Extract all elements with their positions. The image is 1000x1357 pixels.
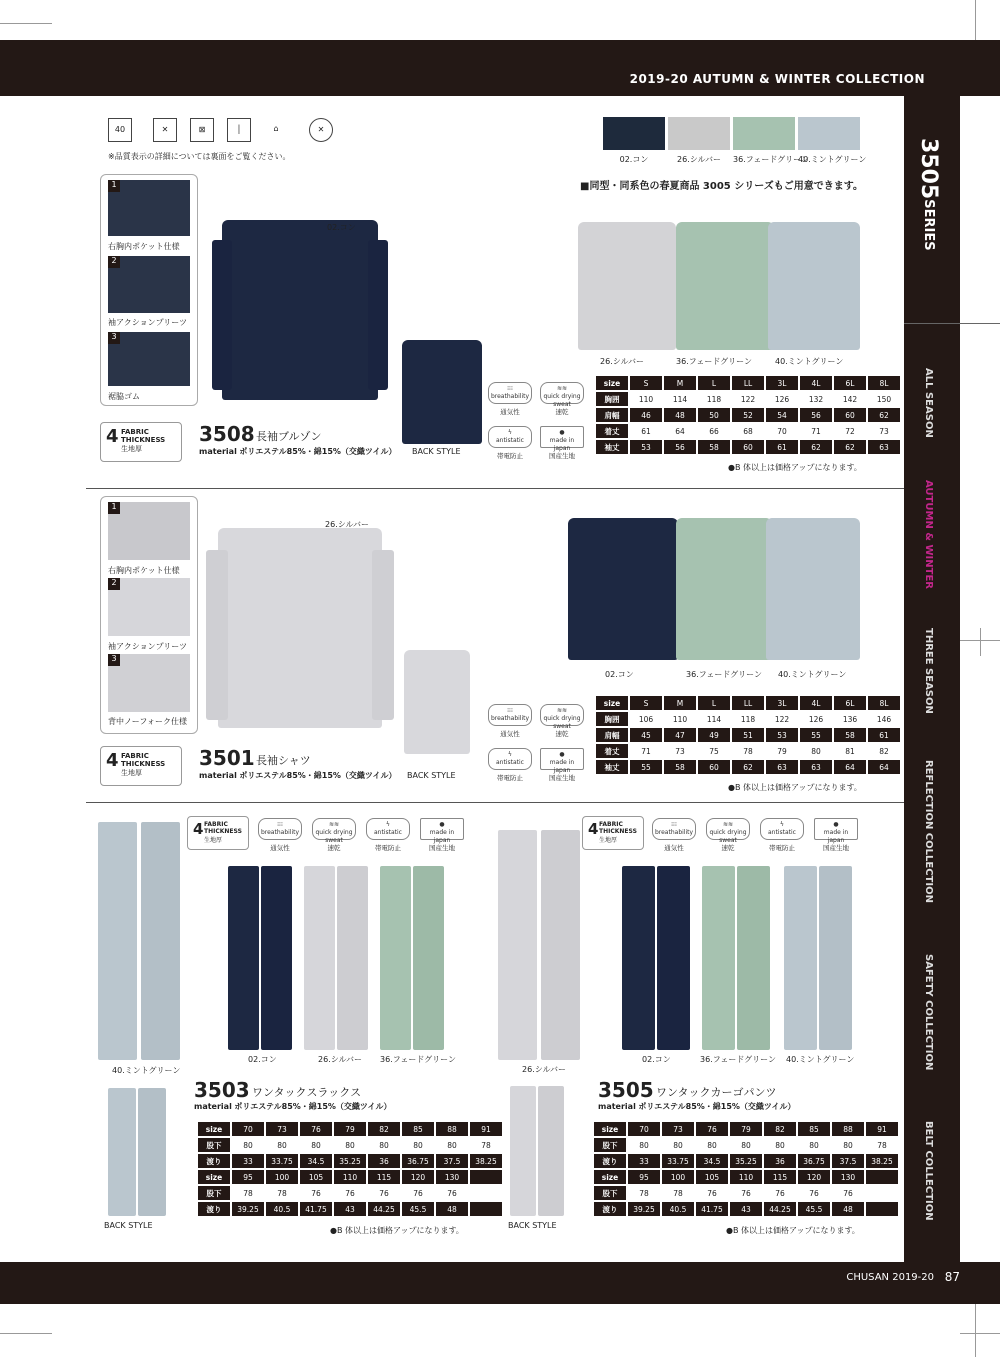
icon-caption: 通気性 bbox=[270, 844, 290, 852]
icon-caption: 国産生地 bbox=[429, 844, 455, 852]
main-color-label: 02.コン bbox=[327, 223, 356, 232]
detail-number: 2 bbox=[108, 256, 120, 268]
footer-brand: CHUSAN 2019-20 bbox=[846, 1272, 934, 1283]
icon-caption: 通気性 bbox=[500, 408, 520, 416]
breathability-icon: ⁝⁝⁝ breathability bbox=[258, 818, 302, 840]
crop-mark bbox=[980, 628, 981, 656]
variant-label: 36.フェードグリーン bbox=[676, 357, 753, 366]
jacket-sleeve bbox=[212, 240, 232, 390]
swatch-silver bbox=[668, 117, 730, 150]
swatch-label: 36.フェードグリーン bbox=[733, 155, 810, 164]
main-color-label: 26.シルバー bbox=[522, 1065, 566, 1074]
product-number: 3503 bbox=[194, 1078, 250, 1102]
antistatic-icon: ϟ antistatic bbox=[366, 818, 410, 840]
size-table-3508: size S M L LL 3L 4L 6L 8L 胸囲 110 114 118 122 126 132 142 150 肩幅 46 48 50 52 54 56 60 62 着丈 61 64 66 68 70 71 72 73 袖丈 53 56 58 60 61 62 62 63 bbox=[594, 374, 902, 456]
nav-divider bbox=[904, 323, 1000, 324]
back-style-label: BACK STYLE bbox=[104, 1221, 153, 1230]
main-color-label: 26.シルバー bbox=[325, 520, 369, 529]
shirt-mint-green bbox=[766, 518, 860, 660]
b-size-note: ●B 体以上は価格アップになります。 bbox=[726, 1226, 860, 1235]
quick-dry-icon: ≋≋ quick drying sweat bbox=[312, 818, 356, 840]
crop-mark bbox=[0, 1333, 52, 1334]
page-number: 87 bbox=[944, 1270, 960, 1284]
variant-label: 26.シルバー bbox=[318, 1055, 362, 1064]
nav-all-season[interactable]: ALL SEASON bbox=[923, 368, 934, 438]
jacket-silver bbox=[578, 222, 676, 350]
icon-caption: 帯電防止 bbox=[375, 844, 401, 852]
material-line: material ポリエステル85%・綿15%（交織ツイル） bbox=[194, 1102, 392, 1111]
size-table-3501: size S M L LL 3L 4L 6L 8L 胸囲 106 110 114 118 122 126 136 146 肩幅 45 47 49 51 53 55 58 61 着丈 71 73 75 78 79 80 81 82 袖丈 55 58 60 62 63 63 64 64 bbox=[594, 694, 902, 776]
detail-photo bbox=[108, 578, 190, 636]
nav-autumn-winter[interactable]: AUTUMN & WINTER bbox=[923, 480, 934, 589]
line-dry-icon: │ bbox=[227, 118, 251, 142]
shirt-fade-green bbox=[676, 518, 772, 660]
series-title: 3505SERIES bbox=[916, 138, 941, 251]
footer-bar bbox=[0, 1262, 1000, 1304]
crop-mark bbox=[975, 1304, 976, 1357]
detail-label: 右胸内ポケット仕様 bbox=[108, 566, 180, 575]
header-bar bbox=[0, 40, 1000, 96]
detail-photo bbox=[108, 502, 190, 560]
shirt-navy bbox=[568, 518, 678, 660]
detail-number: 1 bbox=[108, 180, 120, 192]
nav-three-season[interactable]: THREE SEASON bbox=[923, 628, 934, 714]
detail-label: 背中ノーフォーク仕様 bbox=[108, 717, 187, 726]
side-nav bbox=[904, 96, 960, 1262]
variant-label: 02.コン bbox=[248, 1055, 277, 1064]
breathability-icon: ⁝⁝⁝ breathability bbox=[488, 704, 532, 726]
pants-3503-mint bbox=[98, 822, 180, 1060]
breathability-icon: ⁝⁝⁝ breathability bbox=[488, 382, 532, 404]
product-number: 3501 bbox=[199, 746, 255, 770]
detail-photo bbox=[108, 180, 190, 236]
b-size-note: ●B 体以上は価格アップになります。 bbox=[728, 783, 862, 792]
summer-note: ■同型・同系色の春夏商品 3005 シリーズもご用意できます。 bbox=[580, 181, 863, 192]
variant-label: 26.シルバー bbox=[600, 357, 644, 366]
main-color-label: 40.ミントグリーン bbox=[112, 1066, 181, 1075]
detail-number: 3 bbox=[108, 654, 120, 666]
detail-number: 1 bbox=[108, 502, 120, 514]
detail-photo bbox=[108, 256, 190, 313]
product-name: ワンタックカーゴパンツ bbox=[656, 1086, 777, 1099]
icon-caption: 速乾 bbox=[327, 844, 341, 852]
shirt-3501-silver bbox=[218, 528, 382, 728]
product-name: 長袖ブルゾン bbox=[256, 430, 322, 443]
icon-caption: 通気性 bbox=[664, 844, 684, 852]
no-bleach-icon: ✕ bbox=[153, 118, 177, 142]
made-in-japan-icon: ● made in japan bbox=[540, 426, 584, 448]
pants-mint-green bbox=[784, 866, 852, 1050]
no-tumble-dry-icon: ⊠ bbox=[190, 118, 214, 142]
material-line: material ポリエステル85%・綿15%（交織ツイル） bbox=[199, 771, 397, 780]
nav-belt[interactable]: BELT COLLECTION bbox=[923, 1121, 934, 1221]
swatch-fade-green bbox=[733, 117, 795, 150]
detail-photo bbox=[108, 654, 190, 712]
variant-label: 40.ミントグリーン bbox=[786, 1055, 855, 1064]
back-style-label: BACK STYLE bbox=[508, 1221, 557, 1230]
swatch-mint-green bbox=[798, 117, 860, 150]
icon-caption: 帯電防止 bbox=[497, 452, 523, 460]
icon-caption: 国産生地 bbox=[823, 844, 849, 852]
pants-fade-green bbox=[380, 866, 444, 1050]
icon-caption: 速乾 bbox=[721, 844, 735, 852]
antistatic-icon: ϟ antistatic bbox=[488, 426, 532, 448]
size-table-3503: size 70 73 76 79 82 85 88 91 股下 80 80 80 80 80 80 80 78 渡り 33 33.75 34.5 35.25 36 36.75 37.5 38.25 size 95 100 105 110 115 120 130 股下 78 78 76 76 76 76 76 渡り 39.25 40.5 41.75 43 44.25 45.5 48 bbox=[196, 1120, 504, 1218]
icon-caption: 通気性 bbox=[500, 730, 520, 738]
shirt-3501-back bbox=[404, 650, 470, 754]
swatch-label: 26.シルバー bbox=[677, 155, 721, 164]
jacket-mint-green bbox=[768, 222, 860, 350]
size-table-3505: size 70 73 76 79 82 85 88 91 股下 80 80 80 80 80 80 80 78 渡り 33 33.75 34.5 35.25 36 36.75 37.5 38.25 size 95 100 105 110 115 120 130 股下 78 78 76 76 76 76 76 渡り 39.25 40.5 41.75 43 44.25 45.5 48 bbox=[592, 1120, 900, 1218]
section-divider bbox=[86, 488, 904, 489]
swatch-navy bbox=[603, 117, 665, 150]
fabric-thickness-badge: 4 FABRIC THICKNESS 生地厚 bbox=[100, 422, 182, 462]
icon-caption: 帯電防止 bbox=[769, 844, 795, 852]
variant-label: 40.ミントグリーン bbox=[778, 670, 847, 679]
pants-3505-silver bbox=[498, 830, 580, 1060]
shirt-sleeve bbox=[206, 550, 228, 720]
icon-caption: 速乾 bbox=[555, 408, 569, 416]
pants-3505-back bbox=[510, 1086, 564, 1216]
nav-reflection[interactable]: REFLECTION COLLECTION bbox=[923, 760, 934, 903]
variant-label: 02.コン bbox=[605, 670, 634, 679]
jacket-fade-green bbox=[676, 222, 774, 350]
breathability-icon: ⁝⁝⁝ breathability bbox=[652, 818, 696, 840]
made-in-japan-icon: ● made in japan bbox=[814, 818, 858, 840]
detail-photo bbox=[108, 332, 190, 386]
variant-label: 02.コン bbox=[642, 1055, 671, 1064]
jacket-sleeve bbox=[368, 240, 388, 390]
made-in-japan-icon: ● made in japan bbox=[540, 748, 584, 770]
quick-dry-icon: ≋≋ quick drying sweat bbox=[706, 818, 750, 840]
pants-navy bbox=[622, 866, 690, 1050]
material-line: material ポリエステル85%・綿15%（交織ツイル） bbox=[199, 447, 397, 456]
care-note: ※品質表示の詳細については裏面をご覧ください。 bbox=[108, 152, 291, 161]
pants-navy bbox=[228, 866, 292, 1050]
wash-icon: 40 bbox=[108, 118, 132, 142]
material-line: material ポリエステル85%・綿15%（交織ツイル） bbox=[598, 1102, 796, 1111]
pants-3503-back bbox=[108, 1088, 166, 1216]
variant-label: 36.フェードグリーン bbox=[700, 1055, 777, 1064]
fabric-thickness-badge: 4 FABRIC THICKNESS 生地厚 bbox=[100, 746, 182, 786]
section-divider bbox=[86, 802, 904, 803]
crop-mark bbox=[0, 23, 52, 24]
collection-title: 2019-20 AUTUMN & WINTER COLLECTION bbox=[629, 72, 925, 86]
product-name: ワンタックスラックス bbox=[252, 1086, 362, 1099]
b-size-note: ●B 体以上は価格アップになります。 bbox=[728, 463, 862, 472]
shirt-sleeve bbox=[372, 550, 394, 720]
jacket-3508-navy bbox=[222, 220, 378, 400]
variant-label: 36.フェードグリーン bbox=[686, 670, 763, 679]
icon-caption: 帯電防止 bbox=[497, 774, 523, 782]
fabric-thickness-badge: 4 FABRIC THICKNESS 生地厚 bbox=[187, 816, 249, 850]
detail-number: 2 bbox=[108, 578, 120, 590]
swatch-label: 40.ミントグリーン bbox=[798, 155, 867, 164]
crop-mark bbox=[975, 0, 976, 40]
variant-label: 36.フェードグリーン bbox=[380, 1055, 457, 1064]
crop-mark bbox=[960, 1333, 1000, 1334]
icon-caption: 国産生地 bbox=[549, 452, 575, 460]
no-dry-clean-icon: ✕ bbox=[309, 118, 333, 142]
nav-safety[interactable]: SAFETY COLLECTION bbox=[923, 954, 934, 1071]
icon-caption: 国産生地 bbox=[549, 774, 575, 782]
detail-label: 裾脇ゴム bbox=[108, 392, 140, 401]
jacket-3508-back bbox=[402, 340, 482, 444]
product-number: 3505 bbox=[598, 1078, 654, 1102]
icon-caption: 速乾 bbox=[555, 730, 569, 738]
detail-label: 袖アクションプリーツ bbox=[108, 642, 187, 651]
fabric-thickness-badge: 4 FABRIC THICKNESS 生地厚 bbox=[582, 816, 644, 850]
antistatic-icon: ϟ antistatic bbox=[760, 818, 804, 840]
iron-icon: ⌂ bbox=[273, 124, 279, 133]
back-style-label: BACK STYLE bbox=[412, 447, 461, 456]
pants-silver bbox=[304, 866, 368, 1050]
product-number: 3508 bbox=[199, 422, 255, 446]
made-in-japan-icon: ● made in japan bbox=[420, 818, 464, 840]
product-name: 長袖シャツ bbox=[256, 754, 311, 767]
detail-label: 右胸内ポケット仕様 bbox=[108, 242, 180, 251]
variant-label: 40.ミントグリーン bbox=[775, 357, 844, 366]
b-size-note: ●B 体以上は価格アップになります。 bbox=[330, 1226, 464, 1235]
quick-dry-icon: ≋≋ quick drying sweat bbox=[540, 382, 584, 404]
detail-number: 3 bbox=[108, 332, 120, 344]
quick-dry-icon: ≋≋ quick drying sweat bbox=[540, 704, 584, 726]
pants-fade-green bbox=[702, 866, 770, 1050]
back-style-label: BACK STYLE bbox=[407, 771, 456, 780]
swatch-label: 02.コン bbox=[619, 155, 649, 164]
antistatic-icon: ϟ antistatic bbox=[488, 748, 532, 770]
detail-label: 袖アクションプリーツ bbox=[108, 318, 187, 327]
